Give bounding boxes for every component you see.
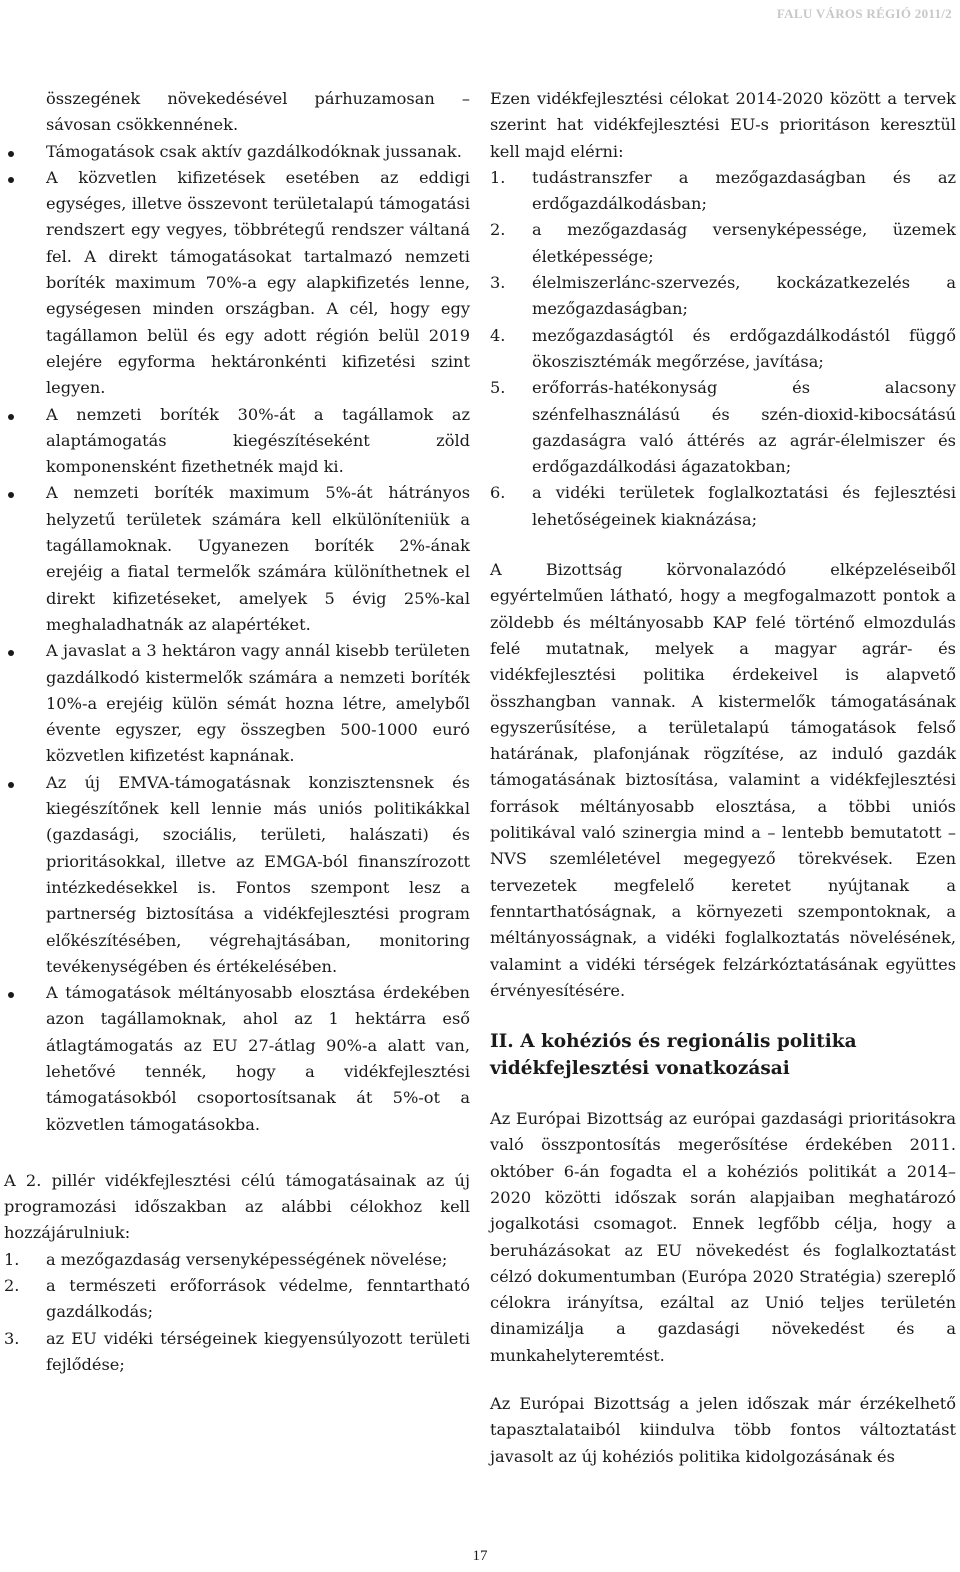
list-item: 3. az EU vidéki térségeinek kiegyensúlyozott területi fejlődése; <box>4 1328 470 1374</box>
list-item: A javaslat a 3 hektáron vagy annál kisebb területen gazdálkodó kistermelők számára a nemzeti boríték 10%-a erejéig külön sémát hozna létre, amelyből évente egyszer, egy összegben 500-1000 euró közvetlen kifizetést kapnának. <box>4 638 470 769</box>
list-item: 4. mezőgazdaságtól és erdőgazdálkodástól függő ökoszisztémák megőrzése, javítása; <box>490 325 956 371</box>
left-bullet-list <box>4 86 470 1138</box>
bullet-icon <box>8 414 14 420</box>
pillar-intro: A 2. pillér vidékfejlesztési célú támogatásainak az új programozási időszakban az alábbi célokhoz kell hozzájárulniuk: <box>4 1170 470 1243</box>
list-item: 2. a természeti erőforrások védelme, fenntartható gazdálkodás; <box>4 1276 470 1322</box>
bullet-icon <box>8 782 14 788</box>
bullet-icon <box>8 492 14 498</box>
section-heading: II. A kohéziós és regionális politika vidékfejlesztési vonatkozásai <box>490 1031 857 1080</box>
list-item: 3. élelmiszerlánc-szervezés, kockázatkezelés a mezőgazdaságban; <box>490 273 956 319</box>
list-item: A nemzeti boríték 30%-át a tagállamok az alaptámogatás kiegészítéseként zöld komponensként fizethetnék majd ki. <box>4 402 470 481</box>
pillar-goal-list <box>4 1247 470 1378</box>
list-item: 1. a mezőgazdaság versenyképességének növelése; <box>4 1249 448 1269</box>
list-item: Az új EMVA-támogatásnak konzisztensnek és kiegészítőnek kell lennie más uniós politikákkal (gazdasági, szociális, területi, halászati) és prioritásokkal, illetve az EMGA-ból finanszírozott intézkedésekkel is. Fontos szempont lesz a partnerség biztosítása a vidékfejlesztési program előkészítésében, végrehajtásában, monitoring tevékenységében és értékelésében. <box>4 770 470 980</box>
left-column <box>4 86 470 1378</box>
running-header: FALU VÁROS RÉGIÓ 2011/2 <box>776 6 952 21</box>
body-paragraph: Az Európai Bizottság a jelen időszak már érzékelhető tapasztalataiból kiindulva több fontos változtatást javasolt az új kohéziós politika kidolgozásának és <box>490 1394 956 1466</box>
list-item: A közvetlen kifizetések esetében az eddigi egységes, illetve összevont területalapú támogatási rendszert egy vegyes, többrétegű rendszer váltaná fel. A direkt támogatásokat tartalmazó nemzeti boríték maximum 70%-a egy alapkifizetés lenne, egységesen minden országban. A cél, hogy egy tagállamon belül és egy adott régión belül 2019 elejére egyforma hektáronkénti kifizetési szint legyen. <box>4 165 470 402</box>
list-item: 5. erőforrás-hatékonyság és alacsony szénfelhasználású és szén-dioxid-kibocsátású gazdaságra való áttérés az agrár-élelmiszer és erdőgazdálkodási ágazatokban; <box>490 378 956 477</box>
right-column <box>490 86 956 1470</box>
page-number: 17 <box>472 1548 488 1564</box>
bullet-icon <box>8 151 14 157</box>
list-item: 1. tudástranszfer a mezőgazdaságban és az erdőgazdálkodásban; <box>490 167 956 214</box>
list-item: A nemzeti boríték maximum 5%-át hátrányos helyzetű területek számára kell elkülöníteniük a tagállamoknak. Ugyanezen boríték 2%-ának erejéig a fiatal termelők számára különíthetnek el direkt kifizetéseket, amelyek 5 évig 25%-kal meghaladhatnák az alapértéket. <box>4 480 470 638</box>
priority-list <box>490 165 956 533</box>
bullet-icon <box>8 177 14 183</box>
list-item: összegének növekedésével párhuzamosan – sávosan csökkennének. <box>46 89 470 135</box>
list-item: 6. a vidéki területek foglalkoztatási és fejlesztési lehetőségeinek kiaknázása; <box>490 483 956 529</box>
bullet-icon <box>8 650 14 656</box>
body-paragraph: Az Európai Bizottság az európai gazdasági prioritásokra való összpontosítás megerősítése érdekében 2011. október 6-án fogadta el a kohéziós politikát a 2014–2020 közötti időszak során alapjaiban meghatározó jogalkotási csomagot. Ennek legfőbb célja, hogy a beruházásokat az EU növekedést és foglalkoztatást célzó dokumentumban (Európa 2020 Stratégia) szereplő célokra irányítsa, ezáltal az Unió teljes területén dinamizálja a gazdasági növekedést és a munkahelyteremtést. <box>490 1109 956 1365</box>
priorities-intro: Ezen vidékfejlesztési célokat 2014-2020 között a tervek szerint hat vidékfejlesztési EU-s prioritáson keresztül kell majd elérni: <box>490 89 956 161</box>
list-item: A támogatások méltányosabb elosztása érdekében azon tagállamoknak, ahol az 1 hektárra eső átlagtámogatás az EU 27-átlag 90%-a alatt van, lehetővé tennék, hogy a vidékfejlesztési támogatásokból csoportosítsanak át 5%-ot a közvetlen támogatásokba. <box>4 980 470 1138</box>
body-paragraph: A Bizottság körvonalazódó elképzeléseiből egyértelműen látható, hogy a megfogalmazott pontok a zöldebb és méltányosabb KAP felé történő elmozdulás felé mutatnak, melyek a magyar agrár- és vidékfejlesztési politika érdekeivel is alapvető összhangban vannak. A kistermelők támogatásának egyszerűsítése, a területalapú támogatások felső határának, plafonjának rögzítése, az induló gazdák támogatásának biztosítása, valamint a vidékfejlesztési források méltányosabb elosztása, a többi uniós politikával való szinergia mind a – lentebb bemutatott – NVS szemléletével megegyező törekvések. Ezen tervezetek megfelelő keretet nyújtanak a fenntarthatóságnak, a környezeti szempontoknak, a méltányosságnak, a vidéki foglalkoztatás növelésének, valamint a vidéki térségek felzárkóztatásának együttes érvényesítésére. <box>490 560 956 1000</box>
bullet-icon <box>8 992 14 998</box>
list-item: Támogatások csak aktív gazdálkodóknak jussanak. <box>4 139 470 165</box>
list-item: 2. a mezőgazdaság versenyképessége, üzemek életképessége; <box>490 220 956 266</box>
